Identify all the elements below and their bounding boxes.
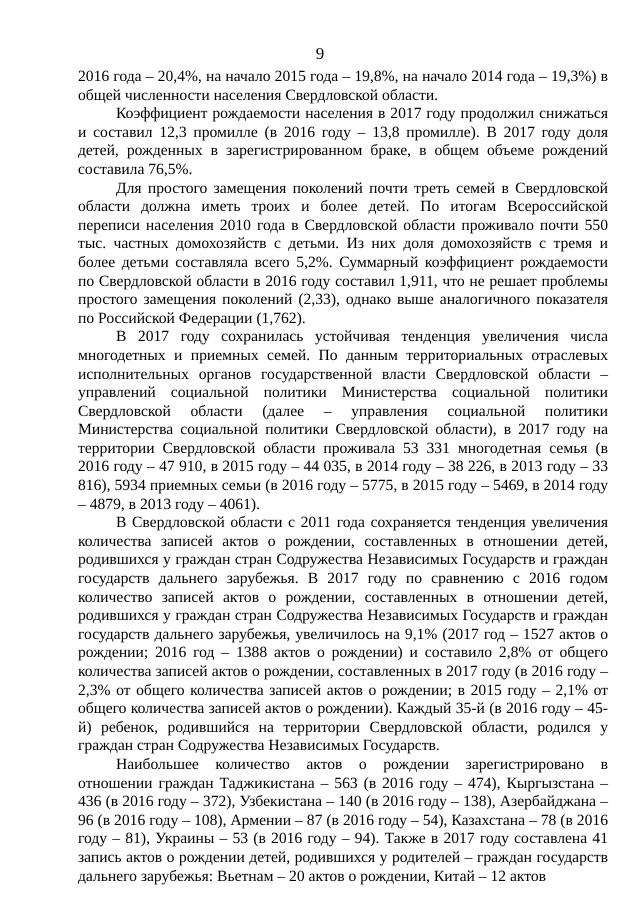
paragraph-birth-rate: Коэффициент рождаемости населения в 2017 году продолжил снижаться и составил 12,3 промилле (в 2016 году – 13,8 промилле). В 2017 году доля детей, рожденных в зарегистрированном браке, в общем объеме рождений составила 76,5%.: [78, 105, 608, 178]
paragraph-cis-births: В Свердловской области с 2011 года сохраняется тенденция увеличения количества записей актов о рождении, составленных в отношении детей, родившихся у граждан стран Содружества Независимых Государств и граждан государств дальнего зарубежья. В 2017 году по сравнению с 2016 годом количество записей актов о рождении, составленных в отношении детей, родившихся у граждан стран Содружества Независимых Государств и граждан государств дальнего зарубежья, увеличилось на 9,1% (2017 год – 1527 актов о рождении; 2016 год – 1388 актов о рождении) и составило 2,8% от общего количества записей актов о рождении, составленных в 2017 году (в 2016 году – 2,3% от общего количества записей актов о рождении; в 2015 году – 2,1% от общего количества записей актов о рождении). Каждый 35-й (в 2016 году – 45-й) ребенок, родившийся на территории Свердловской области, родился у граждан стран Содружества Независимых Государств.: [78, 514, 608, 755]
page-number: 9: [315, 44, 325, 63]
paragraph-large-families: В 2017 году сохранилась устойчивая тенденция увеличения числа многодетных и приемных семей. По данным территориальных отраслевых исполнительных органов государственной власти Свердловской области – управлений социальной политики Министерства социальной политики Свердловской области (далее – управления социальной политики Министерства социальной политики Свердловской области), в 2017 году на территории Свердловской области проживала 53 331 многодетная семья (в 2016 году – 47 910, в 2015 году – 44 035, в 2014 году – 38 226, в 2013 году – 33 816), 5934 приемных семьи (в 2016 году – 5775, в 2015 году – 5469, в 2014 году – 4879, в 2013 году – 4061).: [78, 328, 608, 513]
paragraph-continuation: 2016 года – 20,4%, на начало 2015 года – 19,8%, на начало 2014 года – 19,3%) в общей численности населения Свердловской области.: [78, 68, 608, 104]
document-body: [78, 68, 608, 886]
paragraph-generation-replacement: Для простого замещения поколений почти треть семей в Свердловской области должна иметь троих и более детей. По итогам Всероссийской переписи населения 2010 года в Свердловской области проживало почти 550 тыс. частных домохозяйств с детьми. Из них доля домохозяйств с тремя и более детьми составляла всего 5,2%. Суммарный коэффициент рождаемости по Свердловской области в 2016 году составил 1,911, что не решает проблемы простого замещения поколений (2,33), однако выше аналогичного показателя по Российской Федерации (1,762).: [78, 179, 608, 327]
paragraph-births-by-country: Наибольшее количество актов о рождении зарегистрировано в отношении граждан Таджикистана – 563 (в 2016 году – 474), Кыргызстана – 436 (в 2016 году – 372), Узбекистана – 140 (в 2016 году – 138), Азербайджана – 96 (в 2016 году – 108), Армении – 87 (в 2016 году – 54), Казахстана – 78 (в 2016 году – 81), Украины – 53 (в 2016 году – 94). Также в 2017 году составлена 41 запись актов о рождении детей, родившихся у родителей – граждан государств дальнего зарубежья: Вьетнам – 20 актов о рождении, Китай – 12 актов: [78, 755, 608, 885]
